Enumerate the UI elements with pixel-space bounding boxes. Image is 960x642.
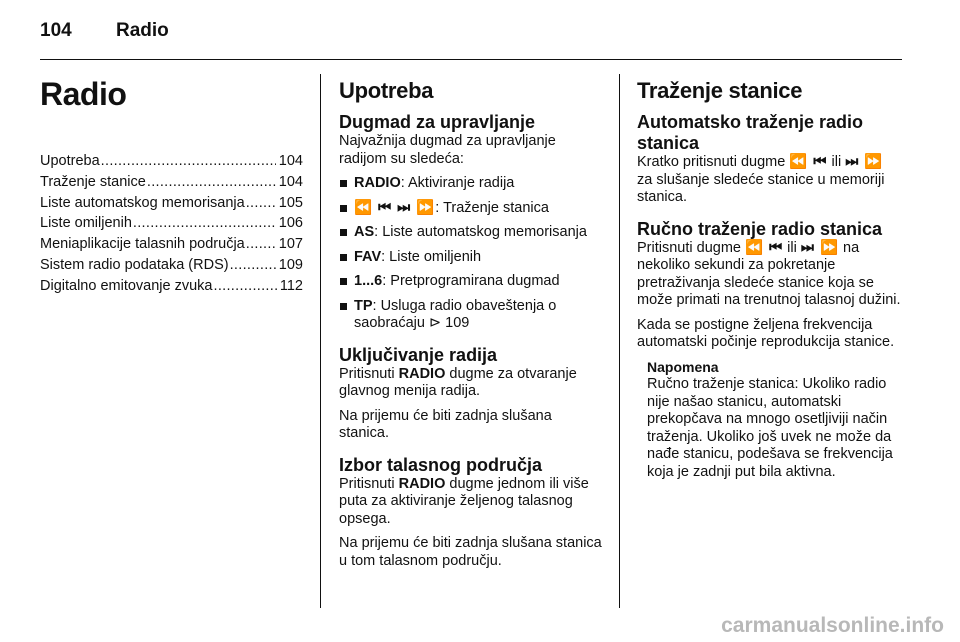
- control-desc: : Liste omiljenih: [381, 248, 482, 265]
- band-text: [339, 476, 603, 529]
- search-column: [637, 74, 902, 481]
- toc-dots: [133, 215, 276, 231]
- toc-item-page: 104: [278, 173, 303, 190]
- toc-column: [40, 74, 303, 299]
- toc-item-label: Sistem radio podataka (RDS): [40, 256, 229, 273]
- toc-item-label: Upotreba: [40, 153, 100, 169]
- toc-item[interactable]: [40, 236, 303, 257]
- band-title: Izbor talasnog područja: [339, 454, 543, 475]
- toc-dots: [147, 174, 276, 190]
- toc-dots: [246, 236, 276, 252]
- toc-dots: [246, 195, 276, 211]
- band-section: [339, 455, 603, 571]
- controls-intro: Najvažnija dugmad za upravljanje radijom su sledeća:: [339, 133, 556, 167]
- toc-item-page: 105: [278, 194, 303, 211]
- usage-column: [339, 74, 603, 577]
- toc-dots: [213, 278, 276, 294]
- controls-title: Dugmad za upravljanje: [339, 112, 536, 132]
- control-key: AS: [354, 224, 375, 240]
- text: ili: [783, 239, 801, 256]
- toc-item-label: Meniaplikacije talasnih područja: [40, 236, 245, 253]
- page-header: [40, 20, 169, 42]
- toc-item-page: 104: [278, 153, 303, 169]
- control-key: TP: [354, 297, 373, 314]
- text: Pritisnuti: [339, 475, 399, 492]
- manual-search-section: [637, 219, 902, 482]
- seek-forward-icon: ⏭ ⏩: [845, 154, 884, 170]
- toc-item-label: Digitalno emitovanje zvuka: [40, 277, 213, 294]
- note-text: Ručno traženje stanica: Ukoliko radio nije našao stanicu, automatski prekopčava na mnogo osetljiviji način traženja. Ukoliko još uvek ne može da nađe stanicu, podešava se frekvencija koja je zadnji put bila aktivna.: [647, 376, 893, 480]
- seek-back-icon: ⏪ ⏮: [745, 239, 784, 256]
- watermark: carmanualsonline.info: [721, 614, 944, 637]
- seek-icons: ⏪ ⏮ ⏭ ⏩: [354, 199, 436, 216]
- toc-item-page: 107: [278, 236, 303, 253]
- manual-search-text: [637, 240, 902, 310]
- control-desc: : Liste automatskog memorisanja: [374, 224, 587, 240]
- toc-dots: [230, 257, 276, 273]
- column-divider-2: [619, 74, 620, 608]
- control-desc: : Aktiviranje radija: [400, 175, 515, 191]
- column-divider-1: [320, 74, 321, 608]
- text: na nekoliko sekundi za pokretanje pretraživanja sledeće stanice koja se može primati na trenutnoj talasnoj dužini.: [637, 239, 901, 308]
- toc-item[interactable]: [40, 257, 303, 278]
- page-number: 104: [40, 20, 72, 41]
- control-desc: : Usluga radio obaveštenja o saobraćaju ⊳ 109: [354, 297, 557, 331]
- toc-item-page: 112: [279, 277, 303, 294]
- auto-search-title: Automatsko traženje radio stanica: [637, 112, 864, 153]
- auto-search-text: [637, 154, 902, 207]
- power-on-title: Uključivanje radija: [339, 344, 498, 365]
- header-section: Radio: [116, 20, 169, 41]
- text: ili: [827, 154, 846, 170]
- control-key: RADIO: [354, 175, 401, 191]
- toc-item[interactable]: [40, 195, 303, 216]
- toc-item-label: Liste automatskog memorisanja: [40, 194, 245, 211]
- control-key: FAV: [354, 248, 382, 265]
- power-on-note: Na prijemu će biti zadnja slušana stanica.: [339, 407, 552, 441]
- control-key: 1...6: [354, 273, 383, 289]
- manual-search-title: Ručno traženje radio stanica: [637, 218, 883, 239]
- list-item: [339, 298, 603, 333]
- toc-item[interactable]: [40, 174, 303, 195]
- control-desc: : Pretprogramirana dugmad: [382, 273, 560, 289]
- seek-forward-icon: ⏭ ⏩: [800, 239, 840, 256]
- band-note: Na prijemu će biti zadnja slušana stanica u tom talasnom području.: [339, 535, 602, 569]
- control-key: RADIO: [398, 365, 446, 382]
- toc-item-page: 106: [278, 215, 303, 232]
- controls-list: [339, 175, 603, 333]
- chapter-title: Radio: [40, 76, 127, 112]
- text: za slušanje sledeće stanice u memoriji stanica.: [637, 171, 885, 205]
- text: dugme jednom ili više puta za aktiviranje željenog talasnog opsega.: [339, 475, 589, 527]
- text: Pritisnuti dugme: [637, 239, 745, 256]
- seek-back-icon: ⏪ ⏮: [789, 154, 828, 170]
- note-box: [637, 359, 902, 482]
- list-item: [339, 224, 603, 242]
- power-on-section: [339, 345, 603, 443]
- toc-list: [40, 153, 303, 299]
- manual-search-note: Kada se postigne željena frekvencija automatski počinje reprodukcija stanice.: [637, 316, 895, 350]
- list-item: [339, 175, 603, 193]
- search-heading: Traženje stanice: [637, 78, 803, 103]
- control-desc: : Traženje stanica: [435, 199, 549, 216]
- control-key: RADIO: [398, 475, 446, 492]
- toc-item-page: 109: [278, 256, 303, 273]
- toc-item-label: Traženje stanice: [40, 173, 146, 190]
- text: Kratko pritisnuti dugme: [637, 154, 790, 170]
- toc-item[interactable]: [40, 278, 303, 299]
- toc-dots: [101, 153, 276, 169]
- toc-item[interactable]: [40, 215, 303, 236]
- text: dugme za otvaranje glavnog menija radija.: [339, 365, 577, 399]
- list-item: [339, 249, 603, 267]
- text: Pritisnuti: [339, 365, 399, 382]
- list-item: [339, 200, 603, 218]
- note-title: Napomena: [647, 358, 719, 375]
- list-item: [339, 273, 603, 291]
- header-rule: [40, 59, 902, 60]
- toc-item-label: Liste omiljenih: [40, 215, 132, 232]
- usage-heading: Upotreba: [339, 78, 434, 103]
- power-on-text: [339, 366, 603, 401]
- toc-item[interactable]: [40, 153, 303, 174]
